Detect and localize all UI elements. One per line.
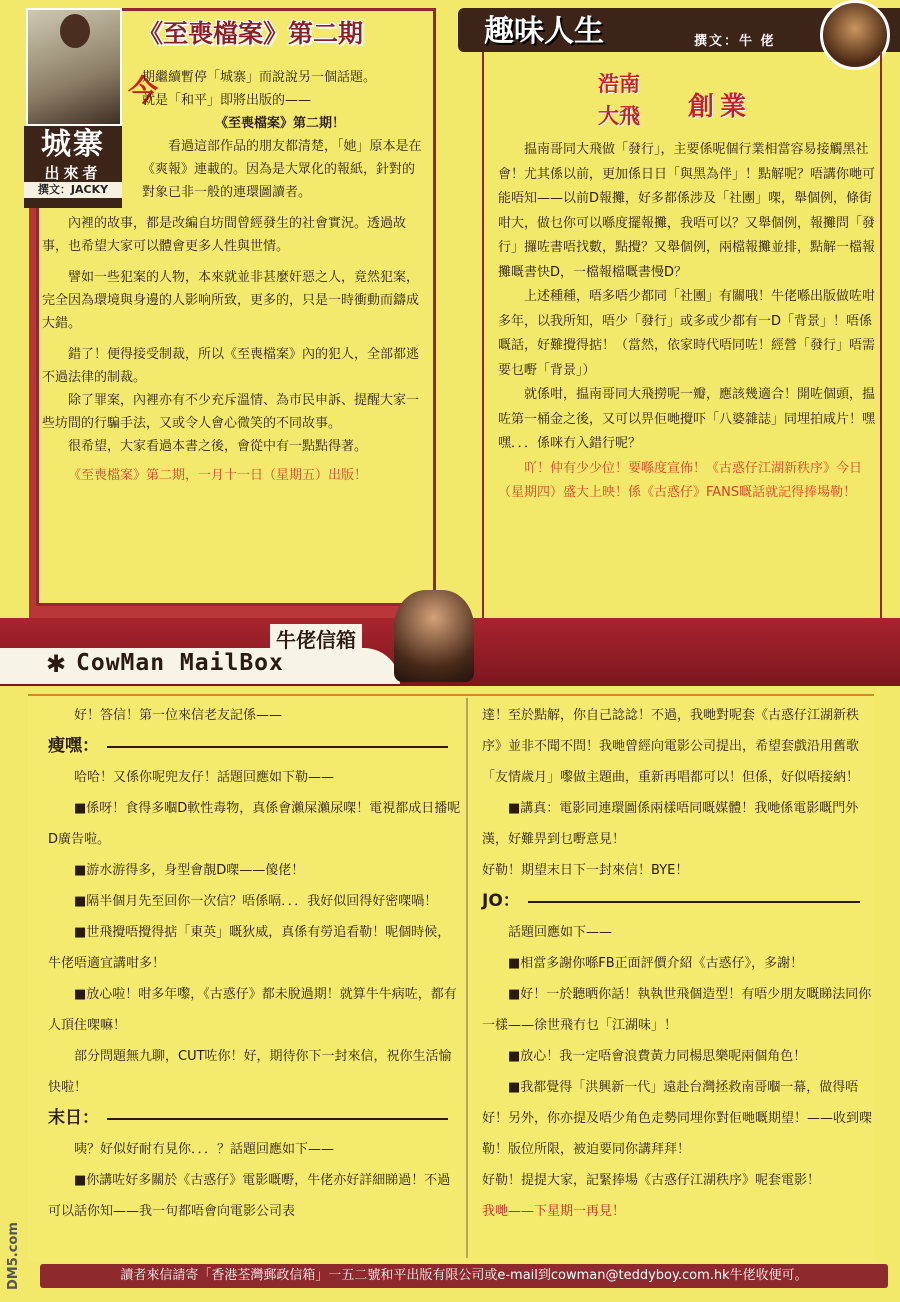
sub-name-1: 浩南 <box>598 72 640 96</box>
reply-line: ■放心啦！咁多年嚟，《古惑仔》都未脫過期！就算牛牛病咗，都有人頂住㗎嘛！ <box>48 987 457 1033</box>
reply-line: ■你講咗好多關於《古惑仔》電影嘅嘢，牛佬亦好詳細睇過！不過可以話你知——我一句都唔會向電影公司表 <box>48 1173 451 1219</box>
reader-name-text: 瘦嘿： <box>48 736 99 756</box>
reader-name <box>48 1103 462 1134</box>
paragraph: 就是「和平」即將出版的—— <box>142 93 312 108</box>
paragraph: 很希望，大家看過本書之後，會從中有一點點得著。 <box>68 439 368 454</box>
asterisk-icon: ✱ <box>46 650 67 678</box>
left-article-body <box>42 66 426 487</box>
mailbox-left-column <box>48 700 462 1227</box>
name-rule <box>107 746 448 748</box>
reader-name-text: 末日： <box>48 1108 99 1128</box>
paragraph: 揾南哥同大飛做「發行」，主要係呢個行業相當容易接觸黑社會！尤其係以前，更加係日日「與黑為伴」！點解呢？唔講你哋可能唔知——以前D報攤，好多都係涉及「社團」㗎，舉個例，條街咁大，做乜你可以喺度擺報攤，我唔可以？又舉個例，報攤問「發行」攞咗書唔找數，點攪？又舉個例，兩檔報攤並排，點解一檔報攤嘅書快D，一檔報檔嘅書慢D？ <box>498 142 876 280</box>
dropcap: 今 <box>128 74 158 109</box>
announcement: 吖！仲有少少位！要喺度宣佈！《古惑仔江湖新秩序》今日（星期四）盛大上映！係《古惑仔》FANS嘅話就記得捧場勒！ <box>498 460 863 500</box>
author-photo-head <box>60 14 90 48</box>
right-article-subtitle: 創業 <box>688 92 753 122</box>
signoff: 我哋——下星期一再見！ <box>482 1204 626 1219</box>
reader-name <box>48 731 462 762</box>
reply-line: ■好！一於聽晒你話！執執世飛個造型！有唔少朋友嘅睇法同你一樣——徐世飛冇乜「江湖味」！ <box>482 987 872 1033</box>
mailbox-title-en: CowMan MailBox <box>76 650 284 676</box>
reply-line: 咦？好似好耐冇見你．．．？話題回應如下—— <box>74 1142 335 1157</box>
reader-name <box>482 886 874 917</box>
reply-line: ■游水游得多，身型會靚D㗎——傻佬！ <box>74 863 305 878</box>
paragraph: 內裡的故事，都是改編自坊間曾經發生的社會實況。透過故事，也希望大家可以體會更多人性與世情。 <box>42 216 407 254</box>
mailbox-right-column <box>482 700 874 1227</box>
mailbox-title-cn: 牛佬信箱 <box>270 624 362 653</box>
reply-line: 部分問題無九聊，CUT咗你！好，期待你下一封來信，祝你生活愉快啦！ <box>48 1049 452 1095</box>
reply-line: ■相當多謝你喺FB正面評價介紹《古惑仔》，多謝！ <box>508 956 804 971</box>
column-name: 城寨 <box>41 127 105 162</box>
name-rule <box>528 901 860 903</box>
paragraph: 就係咁，揾南哥同大飛撈呢一瓣，應該幾適合！開咗個頭，揾咗第一桶金之後，又可以畀佢哋攪吓「八婆雜誌」同埋拍咸片！嘿嘿．．．係咪冇入錯行呢？ <box>498 387 876 451</box>
paragraph: 看過這部作品的朋友都清楚，「她」原本是在《爽報》連載的。因為是大眾化的報紙，針對的對象已非一般的連環圖讀者。 <box>142 139 422 200</box>
reply-line: 達！至於點解，你自己諗諗！不過，我哋對呢套《古惑仔江湖新秩序》並非不聞不問！我哋曾經向電影公司提出，希望套戲沿用舊歌「友情歲月」嚟做主題曲，重新再唱都可以！但係，好似唔接納！ <box>482 708 860 785</box>
right-author: 撰文：牛 佬 <box>694 34 776 49</box>
paragraph: 譬如一些犯案的人物，本來就並非甚麼奸惡之人，竟然犯案，完全因為環境與身邊的人影响所致，更多的，只是一時衝動而鑄成大錯。 <box>42 270 420 331</box>
paragraph: 錯了！便得接受制裁，所以《至喪檔案》內的犯人，全部都逃不過法律的制裁。 <box>42 347 420 385</box>
watermark: DM5.com <box>6 1222 21 1290</box>
paragraph: 除了罪案，內裡亦有不少充斥溫情、為市民申訴、提醒大家一些坊間的行騙手法，又或令人會心微笑的不同故事。 <box>42 393 420 431</box>
release-note: 《至喪檔案》第二期，一月十一日（星期五）出版！ <box>68 468 368 483</box>
right-article-body <box>498 138 876 506</box>
right-column-title: 趣味人生 <box>484 14 604 49</box>
column-divider <box>466 698 468 1258</box>
reply-line: ■放心！我一定唔會浪費黃力同楊思樂呢兩個角色！ <box>508 1049 807 1064</box>
reply-line: ■世飛攪唔攪得掂「東英」嘅狄威，真係有勞追看勒！呢個時候，牛佬唔適宜講咁多！ <box>48 925 451 971</box>
column-sub: 出來者 <box>44 164 102 182</box>
footer-address: 讀者來信請寄「香港荃灣郵政信箱」一五二號和平出版有限公司或e-mail到cowman@teddyboy.com.hk牛佬收便可。 <box>40 1264 888 1288</box>
reply-line: 好勒！期望末日下一封來信！BYE！ <box>482 863 689 878</box>
reply-line: 哈哈！又係你呢兜友仔！話題回應如下勒—— <box>74 770 335 785</box>
reply-line: ■係呀！食得多嗰D軟性毒物，真係會瀨屎瀨尿㗎！電視都成日播呢D廣告啦。 <box>48 801 461 847</box>
reply-line: 話題回應如下—— <box>508 925 613 940</box>
banner-photo <box>394 590 474 682</box>
reply-line: ■講真：電影同連環圖係兩樣唔同嘅媒體！我哋係電影嘅門外漢，好難畀到乜嘢意見！ <box>482 801 859 847</box>
reader-name-text: JO： <box>482 891 520 911</box>
reply-line: 好勒！提提大家，記緊捧場《古惑仔江湖秩序》呢套電影！ <box>482 1173 821 1188</box>
paragraph: 《至喪檔案》第二期！ <box>214 116 345 131</box>
left-author: 撰文：JACKY <box>24 182 122 198</box>
sub-name-2: 大飛 <box>598 104 640 128</box>
reply-line: ■我都覺得「洪興新一代」遠赴台灣拯救南哥嗰一幕，做得唔好！另外，你亦提及唔少角色走勢同埋你對佢哋嘅期望！——收到㗎勒！版位所限，被迫要同你講拜拜！ <box>482 1080 873 1157</box>
paragraph: 期繼續暫停「城寨」而說說另一個話題。 <box>142 70 377 85</box>
left-article-title: 《至喪檔案》第二期 <box>138 19 364 48</box>
mail-intro: 好！答信！第一位來信老友記係—— <box>74 708 283 723</box>
name-rule <box>107 1118 448 1120</box>
paragraph: 上述種種，唔多唔少都同「社團」有關哦！牛佬喺出版做咗咁多年，以我所知，唔少「發行」或多或少都有一D「背景」！唔係嘅話，好難攪得掂！（當然，依家時代唔同咗！經營「發行」唔需要乜嘢「背景」） <box>498 289 876 378</box>
reply-line: ■隔半個月先至回你一次信？唔係嗝．．．我好似回得好密㗎喎！ <box>74 894 438 909</box>
